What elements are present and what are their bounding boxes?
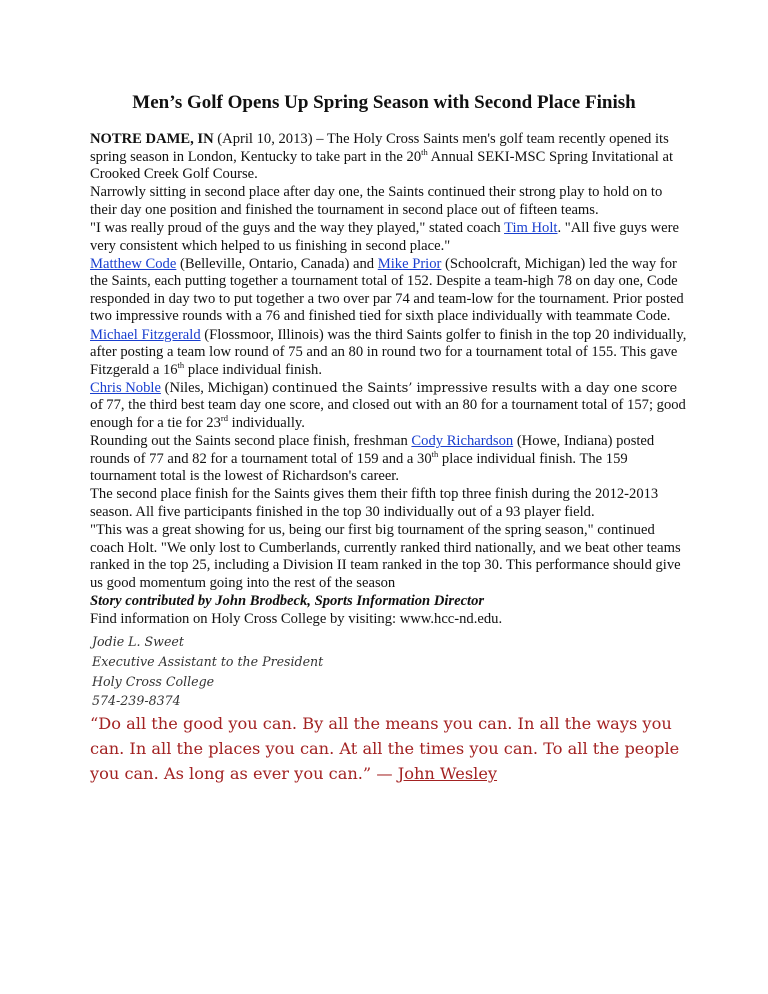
paragraph-fitzgerald: Michael Fitzgerald (Flossmoor, Illinois) was the third Saints golfer to finish in the top 20 individually, after posting a team low round of 75 and an 80 in round two for a tournament total of 155. This gave Fitzgerald a 16th place individual finish. (90, 326, 687, 378)
paragraph-richardson: Rounding out the Saints second place finish, freshman Cody Richardson (Howe, Indiana) posted rounds of 77 and 82 for a tournament total of 159 and a 30th place individual finish. The 159 tournament total is the lowest of Richardson's career. (90, 433, 655, 485)
signature-name: Jodie L. Sweet (92, 634, 184, 649)
link-tim-holt[interactable]: Tim Holt (504, 219, 558, 236)
paragraph-holt-closing: "This was a great showing for us, being our first big tournament of the spring season," continued coach Holt. "We only lost to Cumberlands, currently ranked third nationally, and we beat other teams ranked in the top 25, including a Division II team ranked in the top 30. This performance should give us good momentum going into the rest of the season (90, 522, 681, 591)
dateline: NOTRE DAME, IN (90, 131, 214, 147)
paragraph-standing: Narrowly sitting in second place after day one, the Saints continued their strong play to hold on to their day one position and finished the tournament in second place out of fifteen teams. (90, 184, 663, 218)
link-matthew-code[interactable]: Matthew Code (90, 255, 177, 272)
article-body (90, 131, 690, 629)
paragraph-season: The second place finish for the Saints gives them their fifth top three finish during the 2012-2013 season. All five participants finished in the top 30 individually out of a 93 player field. (90, 486, 659, 520)
quote-author: John Wesley (397, 764, 498, 783)
link-mike-prior[interactable]: Mike Prior (377, 255, 442, 272)
link-michael-fitzgerald[interactable]: Michael Fitzgerald (90, 326, 201, 343)
signature-org: Holy Cross College (92, 673, 215, 689)
contributor-line: Story contributed by John Brodbeck, Sports Information Director (90, 592, 485, 609)
signature-role: Executive Assistant to the President (92, 653, 324, 669)
paragraph-intro: NOTRE DAME, IN (April 10, 2013) – The Holy Cross Saints men's golf team recently opened its spring season in London, Kentucky to take part in the 20th Annual SEKI-MSC Spring Invitational at Crooked Creek Golf Course. (90, 131, 674, 183)
find-info-line: Find information on Holy Cross College by visiting: www.hcc-nd.edu. (90, 611, 503, 628)
signature-block (92, 632, 323, 711)
paragraph-coach-quote: "I was really proud of the guys and the way they played," stated coach Tim Holt. "All five guys were very consistent which helped to us finishing in second place." (90, 219, 679, 254)
link-chris-noble[interactable]: Chris Noble (90, 379, 161, 396)
quote-text: “Do all the good you can. By all the means you can. In all the ways you can. In all the places you can. At all the times you can. To all the people you can. As long as ever you can.” — (90, 714, 680, 783)
article-title: Men’s Golf Opens Up Spring Season with Second Place Finish (132, 92, 636, 113)
wesley-quote (90, 711, 690, 786)
paragraph-noble: Chris Noble (Niles, Michigan) continued the Saints’ impressive results with a day one score of 77, the third best team day one score, and closed out with an 80 for a tournament total of 157; good enough for a tie for 23rd individually. (90, 379, 686, 431)
link-cody-richardson[interactable]: Cody Richardson (411, 433, 514, 450)
signature-phone: 574-239-8374 (92, 693, 181, 709)
paragraph-code-prior: Matthew Code (Belleville, Ontario, Canada) and Mike Prior (Schoolcraft, Michigan) led the way for the Saints, each putting together a tournament total of 152. Despite a team-high 78 on day one, Code responded in day two to put together a two over par 74 and team-low for the tournament. Prior posted two impressive rounds with a 76 and finished tied for sixth place individually with teammate Code. (90, 255, 684, 325)
